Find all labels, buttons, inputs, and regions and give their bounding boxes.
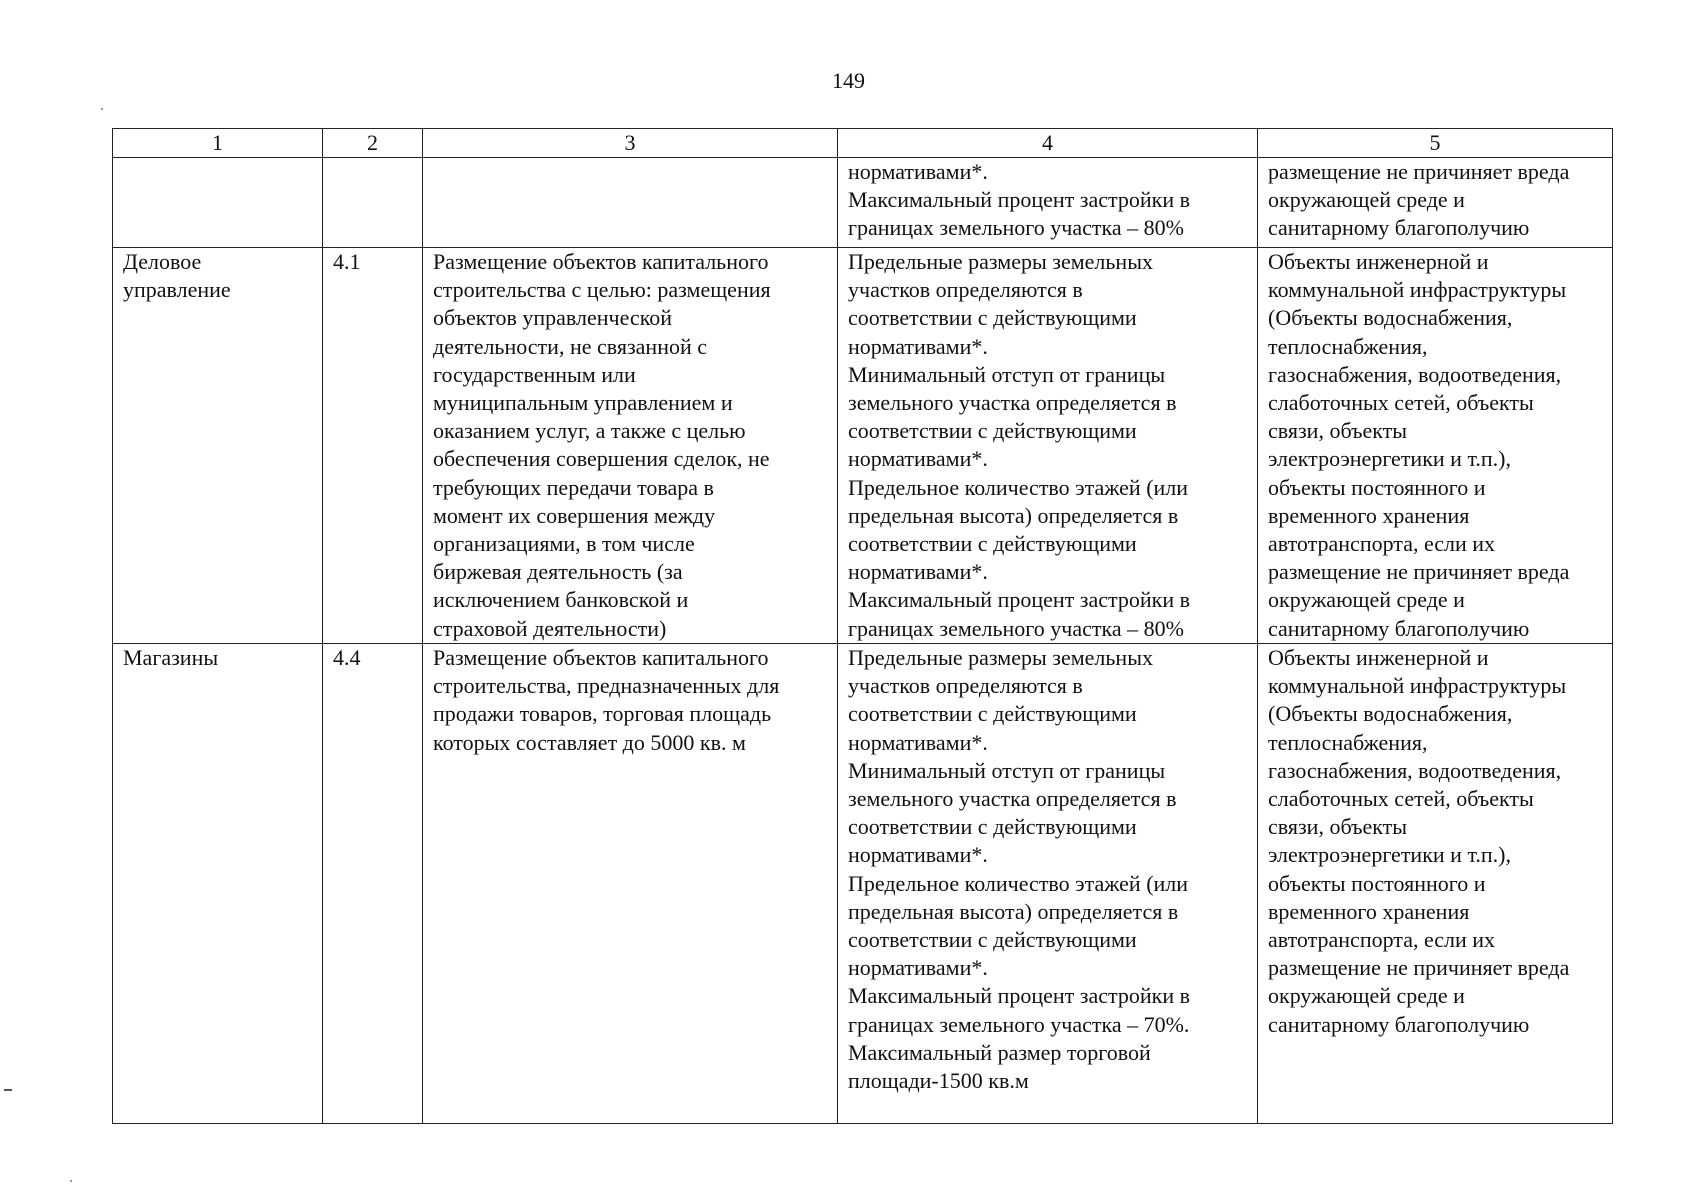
cell-text-line: границах земельного участка – 80% [848,215,1184,241]
cell-parameters [838,248,1258,644]
cell-text-line: Магазины [123,645,219,670]
cell-text-line: слаботочных сетей, объекты [1268,390,1534,416]
header-row [113,129,1613,158]
cell-text-line: Размещение объектов капитального [433,249,769,274]
cell-text-line: размещение не причиняет вреда [1268,159,1570,184]
column-header-4: 4 [838,129,1258,158]
cell-text-line: размещение не причиняет вреда [1268,955,1570,981]
cell-text-line: Объекты инженерной и [1268,645,1489,670]
cell-text-line: момент их совершения между [433,502,716,528]
cell-text-line: соответствии с действующими [848,418,1137,444]
column-header-5: 5 [1258,129,1613,158]
cell-text-line: автотранспорта, если их [1268,531,1496,557]
regulation-table [112,128,1613,1124]
cell-description [423,158,838,248]
cell-text-line: газоснабжения, водоотведения, [1268,757,1562,783]
cell-text-line: окружающей среде и [1268,187,1465,213]
cell-text-line: продажи товаров, торговая площадь [433,701,772,727]
cell-code [323,158,423,248]
cell-text-line: теплоснабжения, [1268,333,1428,359]
cell-text-line: участков определяются в [848,277,1083,303]
cell-text-line: газоснабжения, водоотведения, [1268,361,1562,387]
scan-speck [101,108,103,110]
cell-text-line: соответствии с действующими [848,927,1137,953]
cell-name [113,158,323,248]
cell-text-line: нормативами*. [848,446,988,472]
cell-description [423,644,838,1124]
cell-text-line: слаботочных сетей, объекты [1268,786,1534,812]
cell-conditions [1258,248,1613,644]
cell-text-line: Предельное количество этажей (или [848,474,1189,500]
cell-conditions [1258,158,1613,248]
margin-mark [4,1089,12,1091]
cell-text-line: Объекты инженерной и [1268,249,1489,274]
cell-text-line: временного хранения [1268,502,1470,528]
column-header-1: 1 [113,129,323,158]
cell-text-line: требующих передачи товара в [433,474,714,500]
cell-parameters [838,158,1258,248]
cell-text-line: границах земельного участка – 70%. [848,1011,1190,1037]
cell-text-line: нормативами*. [848,842,988,868]
cell-text-line: площади-1500 кв.м [848,1068,1029,1094]
cell-text-line: электроэнергетики и т.п.), [1268,842,1511,868]
cell-text-line: размещение не причиняет вреда [1268,559,1570,585]
cell-text-line: (Объекты водоснабжения, [1268,305,1513,331]
cell-text-line: (Объекты водоснабжения, [1268,701,1513,727]
cell-text-line: нормативами*. [848,333,988,359]
cell-text-line: санитарному благополучию [1268,215,1530,241]
cell-text-line: Размещение объектов капитального [433,645,769,670]
cell-text-line: соответствии с действующими [848,531,1137,557]
cell-text-line: страховой деятельности) [433,615,667,641]
cell-name [113,644,323,1124]
cell-conditions [1258,644,1613,1124]
cell-text-line: Минимальный отступ от границы [848,361,1166,387]
cell-text-line: санитарному благополучию [1268,615,1530,641]
cell-text-line: объектов управленческой [433,305,673,331]
column-header-2: 2 [323,129,423,158]
cell-text-line: автотранспорта, если их [1268,927,1496,953]
cell-text-line: предельная высота) определяется в [848,898,1179,924]
cell-text-line: Предельные размеры земельных [848,249,1153,274]
cell-text-line: электроэнергетики и т.п.), [1268,446,1511,472]
cell-text-line: объекты постоянного и [1268,474,1486,500]
cell-text-line: строительства, предназначенных для [433,673,780,699]
continuation-row [113,158,1613,248]
cell-text-line: окружающей среде и [1268,983,1465,1009]
shops-row [113,644,1613,1124]
cell-text-line: исключением банковской и [433,587,689,613]
cell-code [323,644,423,1124]
cell-text-line: деятельности, не связанной с [433,333,708,359]
cell-text-line: предельная высота) определяется в [848,502,1179,528]
cell-name [113,248,323,644]
cell-text-line: временного хранения [1268,898,1470,924]
cell-text-line: 4.4 [333,645,361,670]
cell-text-line: соответствии с действующими [848,814,1137,840]
cell-text-line: биржевая деятельность (за [433,559,683,585]
cell-text-line: соответствии с действующими [848,305,1137,331]
cell-text-line: управление [123,277,231,303]
cell-parameters [838,644,1258,1124]
cell-text-line: связи, объекты [1268,418,1408,444]
cell-text-line: обеспечения совершения сделок, не [433,446,770,472]
cell-text-line: теплоснабжения, [1268,729,1428,755]
cell-text-line: соответствии с действующими [848,701,1137,727]
cell-text-line: коммунальной инфраструктуры [1268,673,1567,699]
cell-text-line: нормативами*. [848,159,988,184]
cell-text-line: организациями, в том числе [433,531,695,557]
page-number: 149 [832,68,865,93]
cell-text-line: Минимальный отступ от границы [848,757,1166,783]
cell-text-line: Максимальный процент застройки в [848,187,1190,213]
cell-text-line: участков определяются в [848,673,1083,699]
cell-description [423,248,838,644]
cell-code [323,248,423,644]
cell-text-line: Деловое [123,249,202,274]
cell-text-line: Максимальный процент застройки в [848,983,1190,1009]
cell-text-line: Предельные размеры земельных [848,645,1153,670]
business-management-row [113,248,1613,644]
cell-text-line: окружающей среде и [1268,587,1465,613]
cell-text-line: которых составляет до 5000 кв. м [433,729,746,755]
cell-text-line: строительства с целью: размещения [433,277,771,303]
scan-speck [70,1180,72,1182]
cell-text-line: земельного участка определяется в [848,390,1177,416]
cell-text-line: нормативами*. [848,955,988,981]
cell-text-line: Максимальный размер торговой [848,1039,1151,1065]
cell-text-line: Максимальный процент застройки в [848,587,1190,613]
cell-text-line: муниципальным управлением и [433,390,733,416]
cell-text-line: санитарному благополучию [1268,1011,1530,1037]
cell-text-line: связи, объекты [1268,814,1408,840]
cell-text-line: Предельное количество этажей (или [848,870,1189,896]
column-header-3: 3 [423,129,838,158]
cell-text-line: границах земельного участка – 80% [848,615,1184,641]
cell-text-line: объекты постоянного и [1268,870,1486,896]
cell-text-line: нормативами*. [848,559,988,585]
cell-text-line: коммунальной инфраструктуры [1268,277,1567,303]
cell-text-line: нормативами*. [848,729,988,755]
cell-text-line: государственным или [433,361,636,387]
cell-text-line: 4.1 [333,249,361,274]
cell-text-line: земельного участка определяется в [848,786,1177,812]
cell-text-line: оказанием услуг, а также с целью [433,418,746,444]
